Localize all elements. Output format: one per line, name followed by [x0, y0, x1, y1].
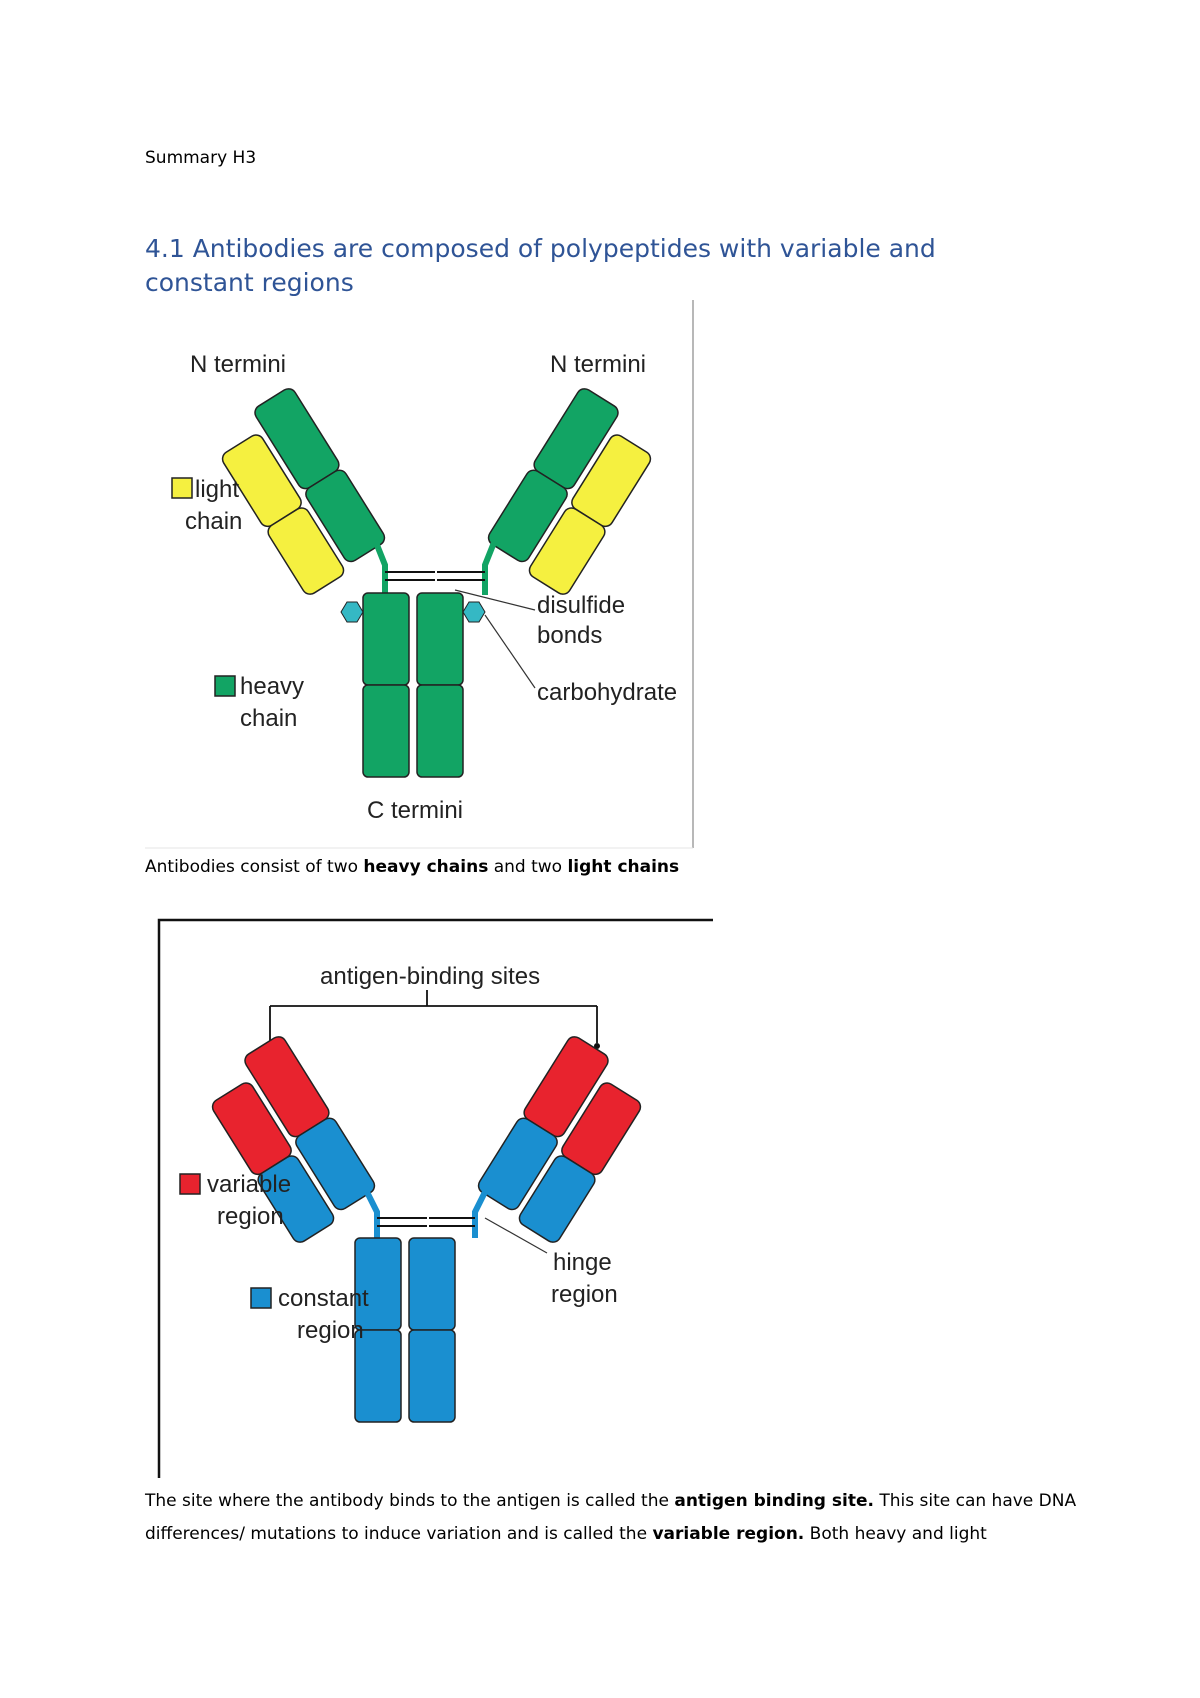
hinge-label-1: hinge — [553, 1249, 612, 1276]
heavy-chain-stem — [363, 593, 463, 777]
paragraph-bold: antigen binding site. — [674, 1491, 874, 1511]
variable-swatch — [180, 1174, 200, 1194]
carbohydrate-right — [463, 602, 485, 622]
caption-bold: heavy chains — [363, 857, 489, 877]
right-arm-regions — [472, 1034, 655, 1245]
disulfide-label-1: disulfide — [537, 592, 626, 619]
disulfide-bonds — [385, 572, 485, 580]
heavy-chain-label-1: heavy — [240, 673, 305, 700]
constant-stem — [355, 1238, 455, 1422]
light-chain-label-1: light — [195, 476, 240, 503]
carbohydrate-left — [341, 602, 363, 622]
paragraph-text: Both heavy and light — [804, 1524, 987, 1544]
body-paragraph — [145, 1485, 1085, 1551]
caption-text: Antibodies consist of two — [145, 857, 364, 877]
n-termini-right-label: N termini — [550, 351, 647, 378]
figure1-caption — [145, 857, 679, 877]
right-arm — [482, 386, 665, 597]
light-chain-label-2: chain — [185, 508, 243, 535]
n-termini-left-label: N termini — [190, 351, 287, 378]
section-heading: 4.1 Antibodies are composed of polypeptides with variable and constant regions — [145, 234, 936, 297]
antigen-binding-bracket — [270, 990, 597, 1043]
carbohydrate-label: carbohydrate — [537, 679, 678, 706]
constant-label-2: region — [297, 1317, 364, 1344]
constant-swatch — [251, 1288, 271, 1308]
variable-label-1: variable — [207, 1171, 292, 1198]
light-chain-swatch — [172, 478, 192, 498]
page-label: Summary H3 — [145, 148, 257, 168]
disulfide-label-2: bonds — [537, 622, 603, 649]
antigen-binding-label: antigen-binding sites — [320, 963, 541, 990]
paragraph-text: The site where the antibody binds to the antigen is called the — [145, 1491, 675, 1511]
hinge-label-2: region — [551, 1281, 618, 1308]
heavy-chain-label-2: chain — [240, 705, 298, 732]
paragraph-text: This site can have DNA differences/ mutations to induce variation and is called the — [145, 1491, 1077, 1544]
paragraph-bold: variable region. — [652, 1524, 805, 1544]
antibody-structure-figure — [145, 300, 701, 850]
c-termini-label: C termini — [367, 797, 464, 824]
antibody-regions-figure — [145, 918, 715, 1478]
caption-bold: light chains — [567, 857, 680, 877]
variable-label-2: region — [217, 1203, 284, 1230]
constant-label-1: constant — [278, 1285, 369, 1312]
heavy-chain-swatch — [215, 676, 235, 696]
caption-text: and two — [488, 857, 568, 877]
hinge-bonds — [377, 1218, 475, 1226]
